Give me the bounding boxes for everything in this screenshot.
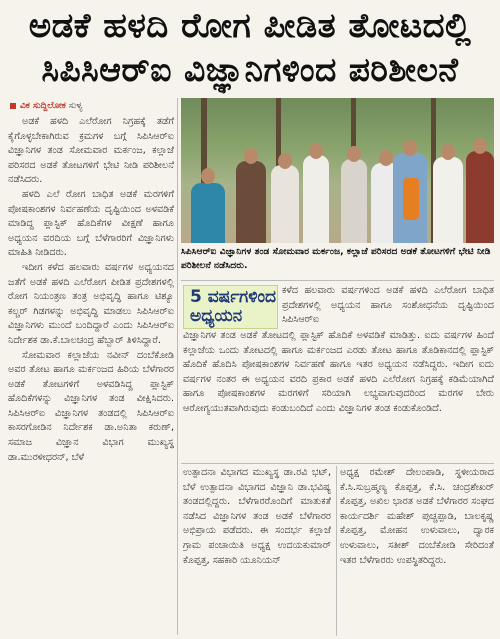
news-photo: [181, 98, 494, 243]
byline-source: ವಿಕ ಸುದ್ದಿಲೋಕ: [20, 101, 66, 111]
column-divider: [177, 98, 178, 635]
caption-rule: [181, 280, 494, 281]
right-paragraph: ಅಧ್ಯಕ್ಷ ರಮೇಶ್ ದೇಲಂಪಾಡಿ, ಸ್ಥಳೀಯರಾದ ಕೆ.ಸಿ.ಸುಬ್ರಹ್ಮಣ್ಯ ಕೊಪ್ಪತ್ತ, ಕೆ.ಸಿ. ಚಂದ್ರಶೇಖರ್ ಕೊಪ್ಪತ್ತ, ಅಖಿಲ ಭಾರತ ಅಡಕೆ ಬೆಳೆಗಾರರ ಸಂಘದ ಕಾರ್ಯದರ್ಶಿ ಮಹೇಶ್ ಪುಚ್ಚಪ್ಪಾಡಿ, ಬಾಲಕೃಷ್ಣ ಕೊಪ್ಪತ್ತ, ಮೋಹನ ಉಳುವಾಲು, ದ್ವಾರಕ ಉಳುವಾಲು, ಸತೀಶ್ ದಂಬೆಕೋಡಿ ಸೇರಿದಂತೆ ಇತರ ಬೆಳೆಗಾರರು ಉಪಸ್ಥಿತರಿದ್ದರು.: [340, 467, 494, 566]
left-paragraph-3: ಇದೀಗ ಕಳೆದ ಹಲವಾರು ವರ್ಷಗಳ ಅಧ್ಯಯನದ ಜತೆಗೆ ಅಡಕೆ ಹಳದಿ ಎಲೆರೋಗ ಪೀಡಿತ ಪ್ರದೇಶಗಳಲ್ಲಿ ರೋಗ ನಿಯಂತ್ರಣ ತಂತ್ರ ಅಭಿವೃದ್ಧಿ ಹಾಗೂ ಟಿಶ್ಯೂ ಕಲ್ಚರ್ ಗಿಡಗಳನ್ನು ಅಭಿವೃದ್ಧಿ ಮಾಡಲು ಸಿಪಿಸಿಆರ್‌ಐ ವಿಜ್ಞಾನಿಗಳು ಮುಂದೆ ಬಂದಿದ್ದಾರೆ ಎಂದು ಸಿಪಿಸಿಆರ್‌ಐ ನಿರ್ದೇಶಕ ಡಾ.ಕೆ.ಬಾಲಚಂದ್ರ ಹೆಬ್ಬಾರ್ ತಿಳಿಸಿದ್ದಾರೆ.: [8, 261, 174, 346]
section-rule: [181, 463, 494, 464]
photo-scarf: [403, 178, 419, 220]
photo-person: [466, 151, 494, 243]
photo-person-head: [379, 150, 393, 166]
headline: [6, 4, 494, 92]
photo-person-head: [244, 148, 258, 164]
right-body-paragraph: ವಿಜ್ಞಾನಿಗಳ ತಂಡ ಅಡಕೆ ತೋಟದಲ್ಲಿ ಪ್ಲಾಸ್ಟಿಕ್ ಹೊದಿಕೆ ಅಳವಡಿಕೆ ಮಾಡಿತ್ತು. ಐದು ವರ್ಷಗಳ ಹಿಂದೆ ಕಲ್ಲಾಜೆಯ ಒಂದು ತೋಟದಲ್ಲಿ ಹಾಗೂ ಮರ್ಕಂಜದ ಎರಡು ತೋಟ ಹಾಗೂ ತೊಡಿಕಾನದಲ್ಲಿ ಪ್ಲಾಸ್ಟಿಕ್ ಹೊದಿಕೆ ಹೊದಿಸಿ ಪೋಷಕಾಂಶಗಳ ನಿರ್ವಹಣೆ ಹಾಗೂ ಇತರ ಅಧ್ಯಯನ ನಡೆಸಿದ್ದರು. ಇದೀಗ ಐದು ವರ್ಷಗಳ ನಂತರ ಈ ಅಧ್ಯಯನ ವರದಿ ಪ್ರಕಾರ ಅಡಕೆ ಹಳದಿ ಎಲೆರೋಗ ನಿಗ್ರಹಕ್ಕೆ ಕಡಿಮೆಯಾಗಿದೆ ಹಾಗೂ ಪೋಷಕಾಂಶಗಳ ಮರಗಳಿಗೆ ಸರಿಯಾಗಿ ಲಭ್ಯವಾಗುವುದರಿಂದ ಮರಗಳ ಬೇರು ಆರೋಗ್ಯಯುತವಾಗಿರುವುದು ಕಂಡುಬಂದಿದೆ ಎಂದು ವಿಜ್ಞಾನಿಗಳ ತಂಡ ಕಂಡುಕೊಂಡಿದೆ.: [183, 330, 494, 414]
photo-person-head: [201, 168, 215, 184]
left-paragraph-1: ಅಡಕೆ ಹಳದಿ ಎಲೆರೋಗ ನಿಗ್ರಹಕ್ಕೆ ತಡೆಗೆ ಕೈಗೊಳ್ಳಬೇಕಾಗಿರುವ ಕ್ರಮಗಳ ಬಗ್ಗೆ ಸಿಪಿಸಿಆರ್‌ಐ ವಿಜ್ಞಾನಿಗಳ ತಂಡ ಸೋಮವಾರ ಮರ್ಕಂಜ, ಕಲ್ಲಾಜೆ ಪರಿಸರದ ಅಡಕೆ ತೋಟಗಳಿಗೆ ಭೇಟಿ ನೀಡಿ ಪರಿಶೀಲನೆ ನಡೆಸಿದರು.: [8, 116, 174, 186]
left-paragraph-2: ಹಳದಿ ಎಲೆ ರೋಗ ಬಾಧಿತ ಅಡಕೆ ಮರಗಳಿಗೆ ಪೋಷಕಾಂಶಗಳ ನಿರ್ವಹಣೆಯ ದೃಷ್ಟಿಯಿಂದ ಅಳವಡಿಕೆ ಮಾಡಿದ್ದ ಪ್ಲಾಸ್ಟಿಕ್ ಹೊದಿಕೆಗಳ ವೀಕ್ಷಣೆ ಹಾಗೂ ಅಧ್ಯಯನ ವರದಿಯ ಬಗ್ಗೆ ಬೆಳೆಗಾರರಿಗೆ ವಿಜ್ಞಾನಿಗಳು ಮಾಹಿತಿ ನೀಡಿದರು.: [8, 188, 174, 259]
photo-person: [341, 159, 367, 243]
left-paragraph-4: ಸೋಮವಾರ ಕಲ್ಲಾಜೆಯ ನವೀನ್ ದಂಬೆಕೋಡಿ ಅವರ ತೋಟ ಹಾಗೂ ಮರ್ಕಂಜದ ಹಿರಿಯ ಬೆಳೆಗಾರರ ಅಡಕೆ ತೋಟಗಳಿಗೆ ಅಳವಡಿಸಿದ್ದ ಪ್ಲಾಸ್ಟಿಕ್ ಹೊದಿಕೆಗಳನ್ನು ವಿಜ್ಞಾನಿಗಳ ತಂಡ ವೀಕ್ಷಿಸಿದರು. ಸಿಪಿಸಿಆರ್‌ಐ ವಿಜ್ಞಾನಿಗಳ ತಂಡದಲ್ಲಿ ಸಿಪಿಸಿಆರ್‌ಐ ಕಾಸರಗೋಡಿನ ನಿರ್ದೇಶಕ ಡಾ.ಅನಿತಾ ಕರುಣ್, ಸಮಾಜ ವಿಜ್ಞಾನ ವಿಭಾಗ ಮುಖ್ಯಸ್ಥ ಡಾ.ಮುರಳೀಧರನ್, ಬೆಳೆ: [8, 349, 174, 463]
left-column: [8, 115, 174, 635]
mid-paragraph: ಉತ್ಪಾದನಾ ವಿಭಾಗದ ಮುಖ್ಯಸ್ಥ ಡಾ.ರವಿ ಭಟ್, ಬೆಳೆ ಉತ್ಪಾದನಾ ವಿಭಾಗದ ವಿಜ್ಞಾನಿ ಡಾ.ಭವಿಷ್ಯ ತಂಡದಲ್ಲಿದ್ದರು. ಬೆಳೆಗಾರರೊಂದಿಗೆ ಮಾತುಕತೆ ನಡೆಸಿದ ವಿಜ್ಞಾನಿಗಳ ತಂಡ ಅಡಕೆ ಬೆಳೆಗಾರರ ಅಭಿಪ್ರಾಯ ಪಡೆದರು. ಈ ಸಂದರ್ಭ ಕಲ್ಲಾಜೆ ಗ್ರಾಮ ಪಂಚಾಯಿತಿ ಅಧ್ಯಕ್ಷ ಉದಯಕುಮಾರ್ ಕೊಪ್ಪತ್ತ, ಸಹಕಾರಿ ಯೂನಿಯನ್: [183, 467, 331, 566]
byline-place: ಸುಳ್ಯ: [68, 101, 83, 111]
photo-person: [271, 165, 299, 243]
byline: [10, 101, 83, 111]
photo-person-head: [441, 144, 455, 160]
subhead-line-2: ಅಧ್ಯಯನ: [190, 306, 243, 326]
subhead-box: [183, 285, 278, 329]
subhead-text: [282, 284, 494, 329]
column-divider: [336, 466, 337, 636]
right-body: [183, 329, 494, 461]
subhead-paragraph: ಕಳೆದ ಹಲವಾರು ವರ್ಷಗಳಿಂದ ಅಡಕೆ ಹಳದಿ ಎಲೆರೋಗ ಬಾಧಿತ ಪ್ರದೇಶಗಳಲ್ಲಿ ಅಧ್ಯಯನ ಹಾಗೂ ಸಂಶೋಧನೆಯ ದೃಷ್ಟಿಯಿಂದ ಸಿಪಿಸಿಆರ್‌ಐ: [282, 285, 494, 326]
photo-caption: ಸಿಪಿಸಿಆರ್‌ಐ ವಿಜ್ಞಾನಿಗಳ ತಂಡ ಸೋಮವಾರ ಮರ್ಕಂಜ, ಕಲ್ಲಾಜೆ ಪರಿಸರದ ಅಡಕೆ ತೋಟಗಳಿಗೆ ಭೇಟಿ ನೀಡಿ ಪರಿಶೀಲನೆ ನಡೆಸಿದರು.: [181, 246, 491, 271]
bullet-square-icon: [10, 103, 16, 109]
headline-line-1: ಅಡಕೆ ಹಳದಿ ರೋಗ ಪೀಡಿತ ತೋಟದಲ್ಲಿ: [28, 6, 472, 46]
photo-person-head: [309, 143, 323, 159]
photo-person-head: [403, 140, 417, 156]
photo-person-head: [347, 146, 361, 162]
mid-column: [183, 466, 331, 636]
photo-person-head: [473, 138, 487, 154]
subhead-line-1: 5 ವರ್ಷಗಳಿಂದ: [190, 287, 277, 307]
photo-person: [433, 157, 463, 243]
right-column: [340, 466, 494, 636]
photo-person: [303, 155, 329, 243]
headline-line-2: ಸಿಪಿಸಿಆರ್‌ಐ ವಿಜ್ಞಾನಿಗಳಿಂದ ಪರಿಶೀಲನೆ: [41, 50, 459, 89]
photo-person-head: [278, 153, 292, 169]
photo-person: [191, 183, 225, 243]
photo-person: [236, 161, 266, 243]
